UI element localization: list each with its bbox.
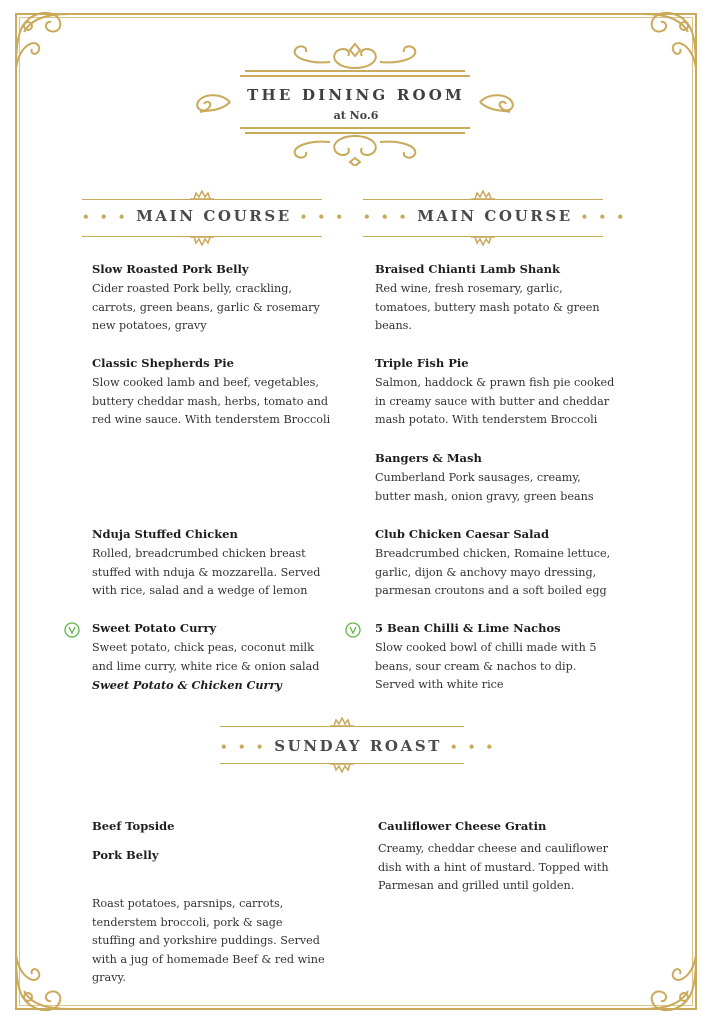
crown-ornament-icon: [188, 236, 216, 246]
corner-flourish-icon: [8, 947, 78, 1017]
roast-item-pork: Pork Belly: [92, 848, 159, 862]
section-title: MAIN COURSE: [417, 207, 573, 225]
section-dots: • • •: [363, 210, 410, 224]
menu-item: [375, 527, 615, 601]
menu-item: [92, 621, 332, 694]
dish-description: Rolled, breadcrumbed chicken breast stuffed with nduja & mozzarella. Served with rice, salad and a wedge of lemon: [92, 547, 321, 597]
roast-vegetarian-option: [378, 819, 610, 896]
dish-name: 5 Bean Chilli & Lime Nachos: [375, 621, 561, 635]
menu-item: [375, 262, 615, 336]
dish-name: Classic Shepherds Pie: [92, 356, 234, 370]
section-title: SUNDAY ROAST: [274, 737, 443, 755]
dish-alternative: Sweet Potato & Chicken Curry: [92, 678, 282, 692]
restaurant-subtitle: at No.6: [333, 109, 379, 122]
corner-flourish-icon: [634, 947, 704, 1017]
roast-sides-description: Roast potatoes, parsnips, carrots, tenderstem broccoli, pork & sage stuffing and yorkshire puddings. Served with a jug of homemade Beef & red wine gravy.: [92, 897, 325, 984]
dish-description: Creamy, cheddar cheese and cauliflower dish with a hint of mustard. Topped with Parmesan and grilled until golden.: [378, 842, 609, 892]
menu-item: [375, 451, 615, 506]
dish-description: Sweet potato, chick peas, coconut milk and lime curry, white rice & onion salad: [92, 641, 320, 673]
corner-flourish-icon: [8, 6, 78, 76]
dish-description: Slow cooked bowl of chilli made with 5 beans, sour cream & nachos to dip. Served with white rice: [375, 641, 597, 691]
roast-sides: [92, 892, 327, 988]
menu-item: [375, 621, 615, 695]
roast-item-beef: Beef Topside: [92, 819, 175, 833]
header-bottom-flourish-icon: [180, 124, 530, 166]
menu-item: [92, 527, 332, 601]
menu-item: [375, 356, 615, 430]
vegetarian-icon: [64, 622, 80, 638]
crown-ornament-icon: [328, 763, 356, 773]
dish-name: Nduja Stuffed Chicken: [92, 527, 238, 541]
section-title: MAIN COURSE: [136, 207, 292, 225]
dish-name: Bangers & Mash: [375, 451, 482, 465]
dish-description: Breadcrumbed chicken, Romaine lettuce, garlic, dijon & anchovy mayo dressing, parmesan croutons and a soft boiled egg: [375, 547, 611, 597]
dish-name: Cauliflower Cheese Gratin: [378, 819, 547, 833]
section-header-sunday-roast: [220, 717, 497, 771]
crown-ornament-icon: [469, 236, 497, 246]
section-dots: • • •: [299, 210, 347, 224]
restaurant-title: THE DINING ROOM: [247, 86, 465, 104]
dish-description: Cider roasted Pork belly, crackling, carrots, green beans, garlic & rosemary new potatoes, gravy: [92, 282, 320, 332]
section-dots: • • •: [449, 740, 497, 754]
dish-description: Slow cooked lamb and beef, vegetables, buttery cheddar mash, herbs, tomato and red wine sauce. With tenderstem Broccoli: [92, 376, 331, 426]
vegetarian-icon: [345, 622, 361, 638]
section-header-main-course-right: [363, 190, 628, 244]
dish-name: Triple Fish Pie: [375, 356, 469, 370]
dish-description: Red wine, fresh rosemary, garlic, tomatoes, buttery mash potato & green beans.: [375, 282, 600, 332]
dish-name: Braised Chianti Lamb Shank: [375, 262, 561, 276]
dish-name: Sweet Potato Curry: [92, 621, 217, 635]
dish-description: Cumberland Pork sausages, creamy, butter mash, onion gravy, green beans: [375, 471, 594, 503]
section-dots: • • •: [220, 740, 267, 754]
section-header-main-course-left: [82, 190, 347, 244]
section-dots: • • •: [82, 210, 129, 224]
dish-description: Salmon, haddock & prawn fish pie cooked in creamy sauce with butter and cheddar mash potato. With tenderstem Broccoli: [375, 376, 615, 426]
dish-name: Club Chicken Caesar Salad: [375, 527, 549, 541]
corner-flourish-icon: [634, 6, 704, 76]
menu-item: [92, 356, 332, 430]
menu-item: [92, 262, 332, 336]
header-top-flourish-icon: [180, 38, 530, 80]
dish-name: Slow Roasted Pork Belly: [92, 262, 249, 276]
section-dots: • • •: [580, 210, 628, 224]
